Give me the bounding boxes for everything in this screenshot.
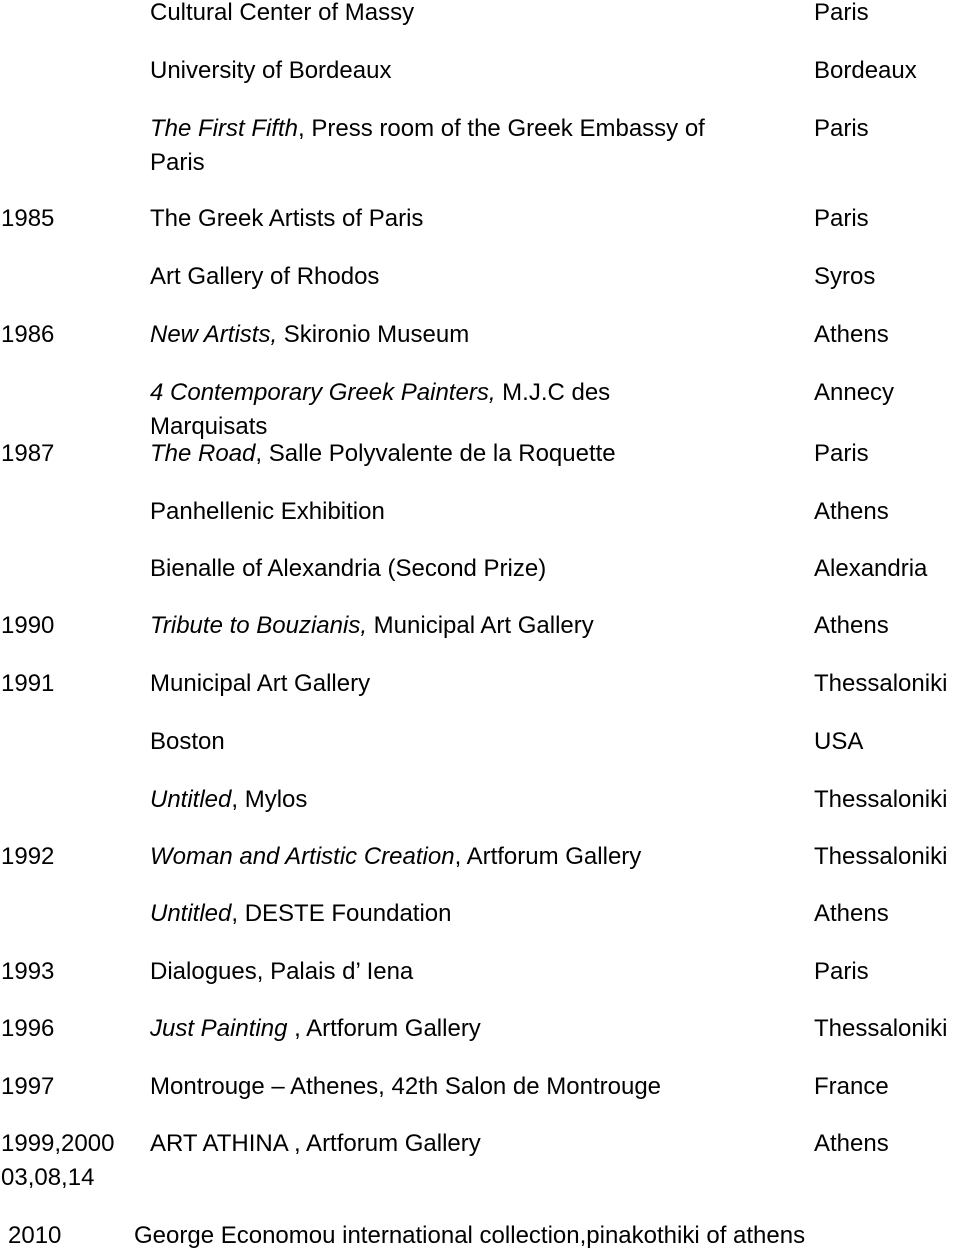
exhibition-title: Untitled, Mylos bbox=[150, 786, 308, 813]
exhibition-title: Municipal Art Gallery bbox=[150, 670, 371, 697]
year: 1986 bbox=[1, 321, 55, 348]
exhibition-title: Dialogues, Palais d’ Iena bbox=[150, 958, 414, 985]
city: Alexandria bbox=[814, 555, 928, 582]
city: Athens bbox=[814, 321, 889, 348]
year: 1990 bbox=[1, 612, 55, 639]
city: Thessaloniki bbox=[814, 670, 948, 697]
city: Athens bbox=[814, 498, 889, 525]
year: 1996 bbox=[1, 1015, 55, 1042]
city: Paris bbox=[814, 0, 869, 26]
year: 1987 bbox=[1, 440, 55, 467]
city: Paris bbox=[814, 958, 869, 985]
exhibition-title: The First Fifth, Press room of the Greek Embassy of Paris bbox=[150, 115, 705, 176]
exhibition-title: The Greek Artists of Paris bbox=[150, 205, 424, 232]
city: Thessaloniki bbox=[814, 786, 948, 813]
exhibition-title: Panhellenic Exhibition bbox=[150, 498, 385, 525]
year: 1992 bbox=[1, 843, 55, 870]
city: Athens bbox=[814, 1130, 889, 1157]
year: 1991 bbox=[1, 670, 55, 697]
exhibition-title: University of Bordeaux bbox=[150, 57, 392, 84]
exhibition-title: Bienalle of Alexandria (Second Prize) bbox=[150, 555, 547, 582]
year: 1997 bbox=[1, 1073, 55, 1100]
exhibition-title: Art Gallery of Rhodos bbox=[150, 263, 380, 290]
city: Thessaloniki bbox=[814, 843, 948, 870]
year: 1993 bbox=[1, 958, 55, 985]
exhibition-title: Boston bbox=[150, 728, 225, 755]
city: Thessaloniki bbox=[814, 1015, 948, 1042]
year: 1999,2000 03,08,14 bbox=[1, 1130, 115, 1191]
exhibition-title: New Artists, Skironio Museum bbox=[150, 321, 470, 348]
city: Paris bbox=[814, 115, 869, 142]
final-text: George Economou international collection,pinakothiki of athens bbox=[134, 1222, 806, 1249]
exhibition-title: 4 Contemporary Greek Painters, M.J.C des Marquisats bbox=[150, 379, 611, 440]
city: Bordeaux bbox=[814, 57, 917, 84]
year: 1985 bbox=[1, 205, 55, 232]
city: Annecy bbox=[814, 379, 895, 406]
city: Syros bbox=[814, 263, 876, 290]
exhibition-title: Just Painting , Artforum Gallery bbox=[150, 1015, 481, 1042]
exhibition-title: ART ATHINA , Artforum Gallery bbox=[150, 1130, 481, 1157]
city: Paris bbox=[814, 440, 869, 467]
city: Athens bbox=[814, 612, 889, 639]
city: Paris bbox=[814, 205, 869, 232]
final-year: 2010 bbox=[8, 1222, 62, 1249]
exhibition-title: Tribute to Bouzianis, Municipal Art Gallery bbox=[150, 612, 594, 639]
city: USA bbox=[814, 728, 864, 755]
exhibition-title: The Road, Salle Polyvalente de la Roquette bbox=[150, 440, 616, 467]
city: Athens bbox=[814, 900, 889, 927]
city: France bbox=[814, 1073, 889, 1100]
exhibition-title: Montrouge – Athenes, 42th Salon de Montrouge bbox=[150, 1073, 662, 1100]
exhibition-title: Untitled, DESTE Foundation bbox=[150, 900, 452, 927]
exhibition-title: Woman and Artistic Creation, Artforum Gallery bbox=[150, 843, 642, 870]
exhibition-title: Cultural Center of Massy bbox=[150, 0, 415, 26]
